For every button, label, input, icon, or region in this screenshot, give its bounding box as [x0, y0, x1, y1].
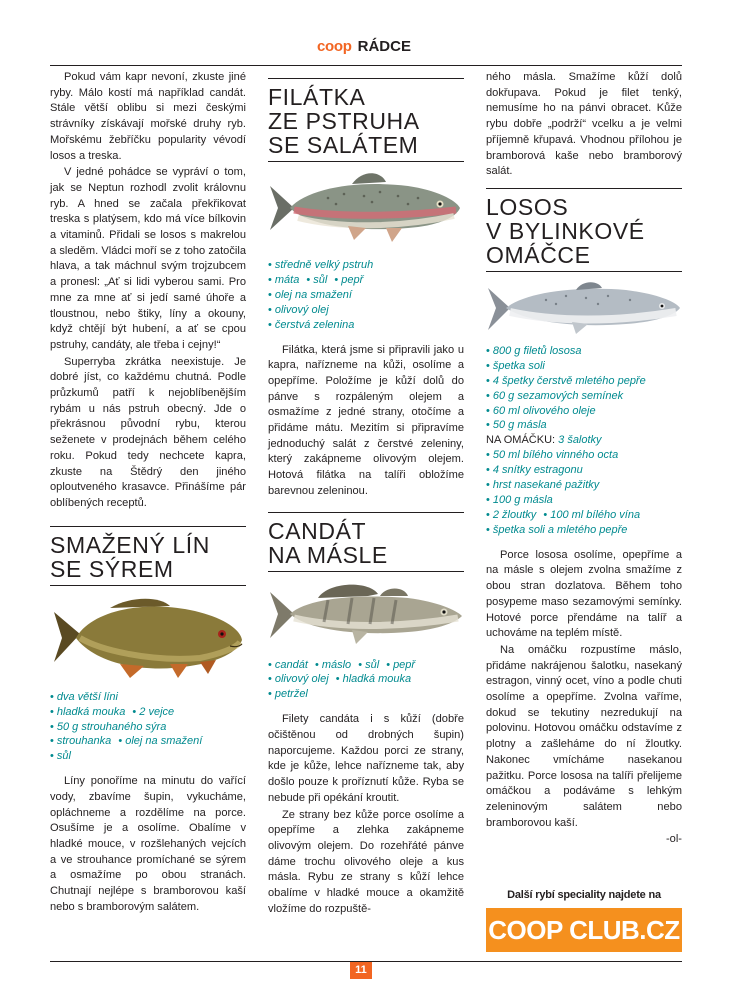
list-item: • candát • máslo • sůl • pepř [268, 658, 416, 671]
coop-club-banner[interactable] [486, 908, 682, 952]
list-item: • petržel [268, 688, 308, 701]
recipe-text-candat-1: Filety candáta i s kůží (dobře očištěnou od drobných šupin) naporcujeme. Každou porci ze strany, kde je kůže, lehce nařízneme tak, aby došlo pouze k proříznutí kůže. Ryba se nebude při opékání kroutit. [268, 713, 464, 804]
list-item: • 4 špetky čerstvě mletého pepře [486, 374, 646, 387]
list-item: • hrst nasekané pažitky [486, 479, 600, 492]
salmon-fish-icon [486, 278, 682, 338]
ingredients-lin [50, 690, 246, 765]
list-item: • 100 g másla [486, 493, 553, 506]
list-item: • olej na smažení [268, 288, 352, 301]
recipe-title-losos [486, 188, 682, 272]
coop-club-label: COOP CLUB.CZ [488, 914, 680, 945]
title-line: ZE PSTRUHA [268, 108, 420, 134]
coop-radce-logo [317, 38, 411, 55]
list-item: • 60 g sezamových semínek [486, 389, 624, 402]
list-item: • 50 g strouhaného sýra [50, 720, 167, 733]
page-number: 11 [350, 962, 372, 979]
column-2 [268, 72, 464, 918]
title-line: SE SALÁTEM [268, 132, 419, 158]
list-item: • špetka soli a mletého pepře [486, 523, 628, 536]
title-line: V BYLINKOVÉ [486, 217, 645, 244]
recipe-text-candat-3: ného másla. Smažíme kůží dolů dokřupava. Pokud je filet tenký, nemusíme ho na pánvi obracet. Kůže rybu dobře „podrží“ vcelku a je velmi příjemně křupavá. Vhodnou přílohou je bramborová kaše nebo bramborový salát. [486, 71, 682, 178]
list-item: • špetka soli [486, 359, 545, 372]
author-signature: -ol- [665, 833, 682, 846]
recipe-text-losos-1: Porce lososa osolíme, opepříme a na másle s olejem zvolna smažíme z obou stran dozlatova. Během toho posypeme maso sezamovými semínky. Hotové porce přendáme na talíř a uchováme na teplém místě. [486, 548, 682, 640]
tench-fish-icon [50, 592, 246, 684]
intro-paragraph-1: Pokud vám kapr nevoní, zkuste jiné ryby. Málo kostí má například candát. Stále větší oblibu si mezi českými strávníky získávají mořské druhy ryb. Mořskému žebříčku popularity vévodí losos a treska. [50, 71, 246, 162]
list-item: • 800 g filetů lososa [486, 344, 582, 357]
title-line: LOSOS [486, 193, 569, 220]
list-item: • 50 ml bílého vinného octa [486, 449, 619, 462]
title-line: SMAŽENÝ LÍN [50, 531, 210, 558]
section-name: RÁDCE [357, 38, 411, 55]
recipe-title-pstruh [268, 78, 464, 162]
recipe-text-lin: Líny ponoříme na minutu do vařící vody, zbavíme šupin, vykucháme, opláchneme a rozdělíme na porce. Osušíme je a osolíme. Obalíme v hladké mouce, v rozšlehaných vejcích a ve strouhance promíchané se sýrem a osmažíme po obou stranách. Chutnají nejlépe s bramborovou kaší nebo s bramborovým salátem. [50, 775, 246, 913]
coop-logo: coop [317, 38, 352, 55]
title-line: NA MÁSLE [268, 541, 388, 568]
page-header [50, 34, 682, 66]
recipe-text-pstruh: Filátka, která jsme si připravili jako u kapra, nařízneme na kůži, osolíme a opepříme. Položíme je kůží dolů do pánve s rozpáleným olejem a osmažíme z jedné strany, otočíme a přidáme mátu. Mezitím si připravíme jednoduchý salát z čerstvé zeleniny, který zakápneme olivovým olejem. Hotová filátka na talíři obložíme barevnou zeleninou. [268, 343, 464, 497]
list-item: • dva větší líni [50, 690, 118, 703]
trout-fish-icon [268, 168, 464, 252]
column-3 [486, 70, 682, 849]
promo-text: Další rybí speciality najdete na [507, 889, 661, 901]
list-item: • olivový olej [268, 303, 329, 316]
column-1 [50, 70, 246, 917]
list-item: NA OMÁČKU: 3 šalotky [486, 434, 602, 447]
intro-paragraph-3: Superryba zkrátka neexistuje. Je dobré jíst, co každému chutná. Podle průzkumů patří k nejoblíbenějším rybám u nás pstruh obecný. Jde o překrásnou původní rybu, kterou seženete v prodejnách během celého roku. Pokud tedy nechcete kapra, zkuste na Štědrý den jiného oploutveného krasavce. Přinášíme pár oblíbených receptů. [50, 355, 246, 509]
list-item: • hladká mouka • 2 vejce [50, 705, 175, 718]
ingredients-candat [268, 658, 464, 703]
list-item: • středně velký pstruh [268, 259, 374, 271]
recipe-text-losos-2: Na omáčku rozpustíme máslo, přidáme nakrájenou šalotku, nasekaný estragon, vinný ocet, víno a podle chuti osolíme a opepříme. Zvolna vaříme, dokud se tekutiny nezredukují na polovinu. Hotovou omáčku odstavíme z plotny a zašleháme do ní žloutky. Nakonec vmícháme nasekanou pažitku. Porce lososa na talíři přelijeme omáčkou a podáváme s lehkým zeleninovým salátem nebo bramborovou kaší. [486, 643, 682, 829]
title-line: FILÁTKA [268, 84, 366, 110]
ingredients-losos [486, 344, 682, 538]
list-item: • máta • sůl • pepř [268, 273, 364, 286]
ingredients-pstruh [268, 258, 464, 333]
list-item: • 60 ml olivového oleje [486, 404, 596, 417]
title-line: CANDÁT [268, 517, 367, 544]
zander-fish-icon [268, 578, 464, 652]
list-item: • sůl [50, 750, 71, 763]
recipe-title-lin [50, 526, 246, 586]
title-line: SE SÝREM [50, 555, 174, 582]
list-item: • strouhanka • olej na smažení [50, 735, 203, 748]
list-item: • 4 snítky estragonu [486, 464, 583, 477]
list-item: • čerstvá zelenina [268, 318, 355, 331]
recipe-title-candat [268, 512, 464, 572]
title-line: OMÁČCE [486, 241, 591, 268]
list-item: • olivový olej • hladká mouka [268, 673, 412, 686]
intro-paragraph-2: V jedné pohádce se vypráví o tom, jak se Neptun rozhodl zvolit královnu ryb. A hned se začala překřikovat treska s platýsem, kdo má více bílkovin a vitaminů. Přidali se losos s makrelou a sleděm. Vládci moří se z toho zatočila hlava, a tak máchnul svým trojzubcem a pronesl: „Ať si lidi vyberou sami. Pro mne za mne ať si jedí samé úhoře a tloustnou, nebo štiky, líny a okouny, když chtějí být hubení, a ať se cpou pstruhy, candáty, ale třeba i cejny!“ [50, 166, 246, 351]
list-item: • 2 žloutky • 100 ml bílého vína [486, 508, 641, 521]
recipe-text-candat-2: Ze strany bez kůže porce osolíme a opepříme a zlehka zakápneme olivovým olejem. Do rozehřáté pánve dáme trochu olivového oleje a kus másla. Rybu ze strany s kůží lehce obalíme v hladké mouce a okamžitě vložíme do rozpuště- [268, 808, 464, 915]
list-item: • 50 g másla [486, 419, 547, 432]
